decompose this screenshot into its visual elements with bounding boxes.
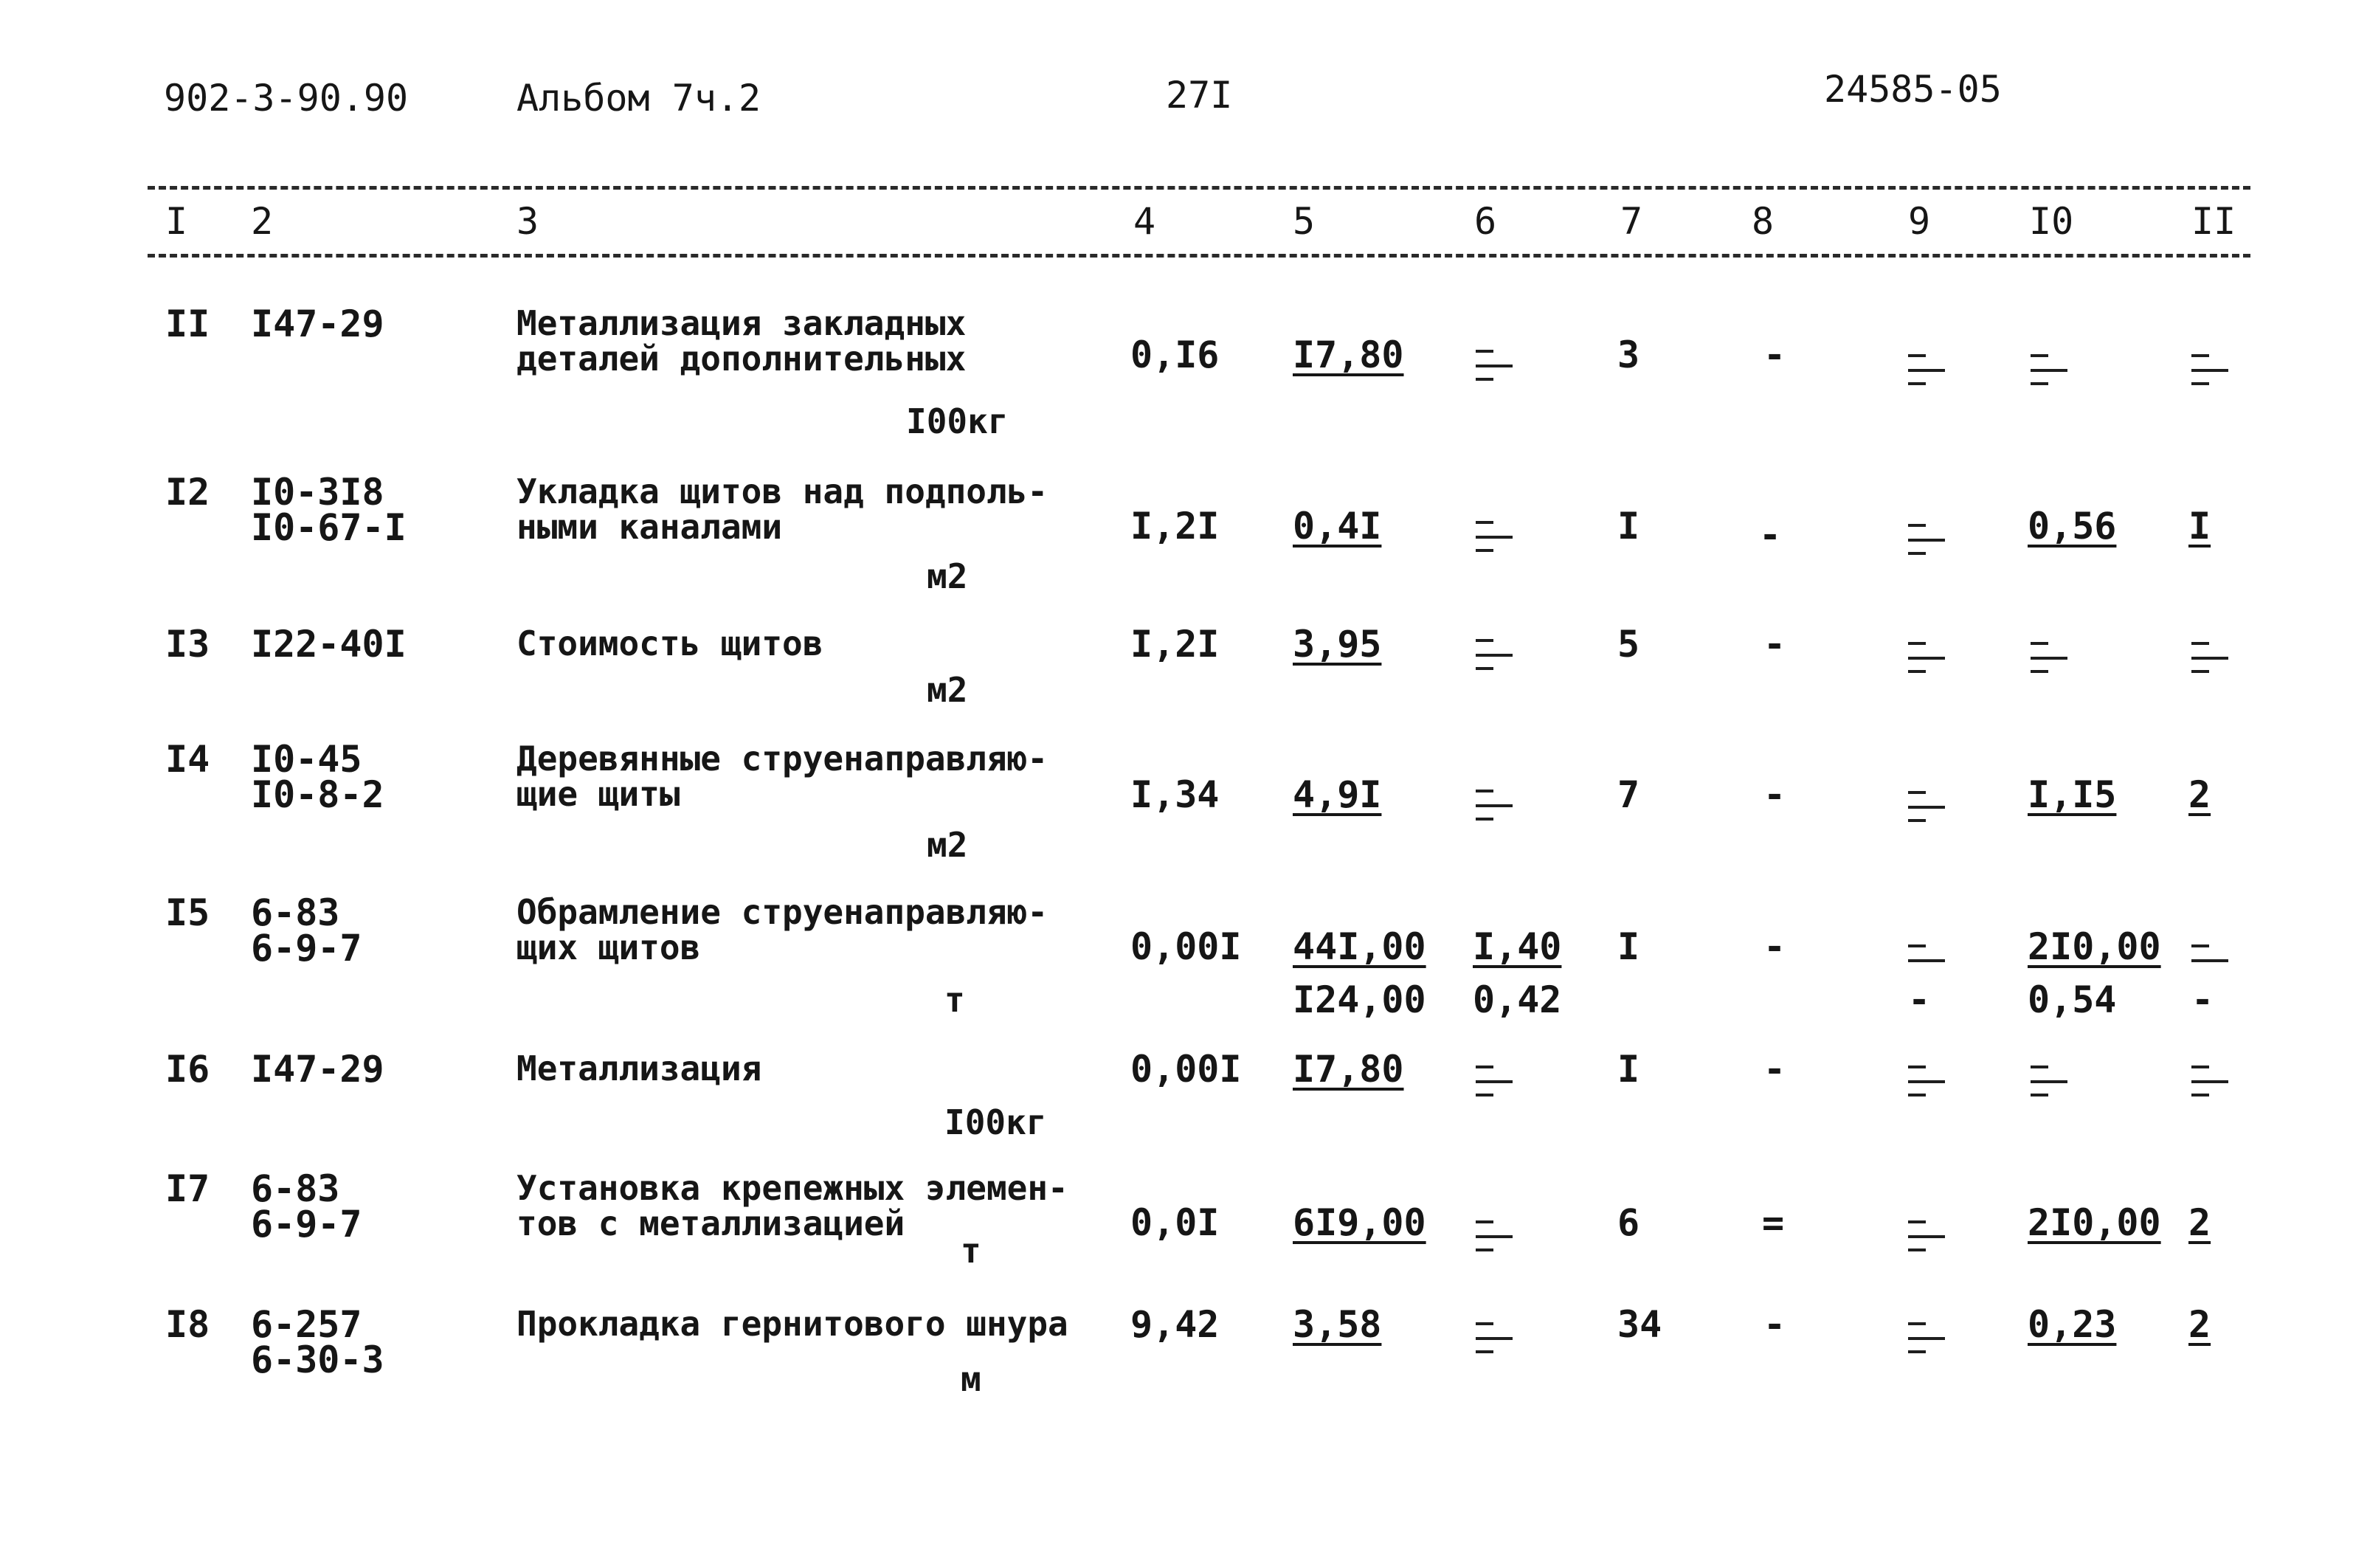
measure-unit: м bbox=[961, 1359, 981, 1399]
quantity: 0,00I bbox=[1130, 1048, 1242, 1091]
inventory-number: 24585-05 bbox=[1824, 68, 2002, 111]
row-number: I5 bbox=[165, 891, 210, 934]
col10-value: 0,23 bbox=[2028, 1303, 2117, 1346]
unit-cost-wages: I24,00 bbox=[1293, 978, 1426, 1021]
ditto-mark bbox=[2188, 1066, 2236, 1101]
column-header: 5 bbox=[1293, 200, 1316, 243]
rate-code: I0-67-I bbox=[251, 506, 407, 549]
col7-value: 3 bbox=[1617, 334, 1640, 376]
row-number: II bbox=[165, 303, 210, 345]
column-header: 7 bbox=[1620, 200, 1643, 243]
unit-cost: 3,58 bbox=[1293, 1303, 1382, 1346]
document-code: 902-3-90.90 bbox=[164, 77, 409, 120]
ditto-mark bbox=[2028, 354, 2075, 390]
work-description: Обрамление струенаправляю- щих щитов bbox=[516, 892, 1048, 967]
ditto-mark bbox=[1905, 1220, 1952, 1256]
rate-code: I47-29 bbox=[251, 303, 384, 345]
row-number: I8 bbox=[165, 1303, 210, 1346]
col7-value: 34 bbox=[1617, 1303, 1662, 1346]
col11-value: I bbox=[2188, 505, 2211, 548]
quantity: 0,0I bbox=[1130, 1201, 1220, 1244]
quantity: 0,00I bbox=[1130, 925, 1242, 968]
column-header: 3 bbox=[516, 200, 539, 243]
col11-value: 2 bbox=[2188, 1303, 2211, 1346]
column-header: 2 bbox=[251, 200, 274, 243]
work-description: Стоимость щитов bbox=[516, 624, 823, 663]
ditto-mark bbox=[2188, 944, 2236, 980]
row-number: I2 bbox=[165, 471, 210, 514]
row-number: I3 bbox=[165, 623, 210, 666]
ditto-mark bbox=[1473, 350, 1520, 385]
column-header: 8 bbox=[1752, 200, 1775, 243]
col10-value: I,I5 bbox=[2028, 773, 2117, 816]
column-header: 4 bbox=[1133, 200, 1156, 243]
measure-unit: м2 bbox=[927, 825, 968, 865]
header-bottom-rule bbox=[148, 254, 2250, 258]
measure-unit: I00кг bbox=[906, 401, 1009, 441]
rate-code: I0-3I8 bbox=[251, 471, 384, 514]
col11-value: 2 bbox=[2188, 1201, 2211, 1244]
col7-value: 7 bbox=[1617, 773, 1640, 816]
unit-cost: 3,95 bbox=[1293, 623, 1382, 666]
ditto-mark bbox=[1905, 791, 1952, 826]
ditto-mark bbox=[2028, 642, 2075, 677]
ditto-mark bbox=[1473, 1220, 1520, 1256]
ditto-mark bbox=[1905, 1322, 1952, 1358]
col7-value: 5 bbox=[1617, 623, 1640, 666]
ditto-mark bbox=[1905, 354, 1952, 390]
header-top-rule bbox=[148, 186, 2250, 190]
col11-value: 2 bbox=[2188, 773, 2211, 816]
column-header: I0 bbox=[2029, 200, 2074, 243]
work-description: Укладка щитов над подполь- ными каналами bbox=[516, 472, 1048, 547]
col10-value: 2I0,00 bbox=[2028, 925, 2161, 968]
col8-value: = bbox=[1762, 1201, 1785, 1244]
col8-value: - bbox=[1763, 1048, 1786, 1091]
quantity: I,2I bbox=[1130, 505, 1220, 548]
col8-value: - bbox=[1763, 623, 1786, 666]
col11-value-wages: - bbox=[2191, 978, 2214, 1021]
quantity: 9,42 bbox=[1130, 1303, 1220, 1346]
unit-cost: 6I9,00 bbox=[1293, 1201, 1426, 1244]
column-header: I bbox=[165, 200, 188, 243]
rate-code: 6-83 bbox=[251, 1167, 340, 1210]
ditto-mark bbox=[1905, 524, 1952, 559]
work-description: Металлизация закладных деталей дополнительных bbox=[516, 303, 967, 379]
measure-unit: т bbox=[961, 1231, 981, 1271]
rate-code: I47-29 bbox=[251, 1048, 384, 1091]
col6-value-wages: 0,42 bbox=[1473, 978, 1562, 1021]
row-number: I7 bbox=[165, 1167, 210, 1210]
column-header: II bbox=[2191, 200, 2236, 243]
quantity: I,34 bbox=[1130, 773, 1220, 816]
rate-code: I0-8-2 bbox=[251, 773, 384, 816]
album-label: Альбом 7ч.2 bbox=[516, 77, 761, 120]
quantity: I,2I bbox=[1130, 623, 1220, 666]
column-header: 6 bbox=[1474, 200, 1497, 243]
unit-cost: 0,4I bbox=[1293, 505, 1382, 548]
ditto-mark bbox=[1473, 639, 1520, 674]
ditto-mark bbox=[2028, 1066, 2075, 1101]
rate-code: 6-9-7 bbox=[251, 927, 362, 970]
col10-value: 0,56 bbox=[2028, 505, 2117, 548]
measure-unit: м2 bbox=[927, 556, 968, 596]
rate-code: 6-9-7 bbox=[251, 1203, 362, 1246]
ditto-mark bbox=[1473, 521, 1520, 556]
col8-value: - bbox=[1759, 514, 1782, 556]
measure-unit: м2 bbox=[927, 670, 968, 710]
ditto-mark bbox=[1473, 1322, 1520, 1358]
col10-value-wages: 0,54 bbox=[2028, 978, 2117, 1021]
ditto-mark bbox=[1473, 1066, 1520, 1101]
ditto-mark bbox=[1473, 790, 1520, 825]
ditto-mark bbox=[1905, 642, 1952, 677]
column-header: 9 bbox=[1908, 200, 1931, 243]
rate-code: I0-45 bbox=[251, 738, 362, 781]
ditto-mark bbox=[2188, 354, 2236, 390]
col7-value: I bbox=[1617, 1048, 1640, 1091]
work-description: Прокладка гернитового шнура bbox=[516, 1304, 1068, 1344]
work-description: Установка крепежных элемен- тов с металлизацией bbox=[516, 1168, 1068, 1243]
col10-value: 2I0,00 bbox=[2028, 1201, 2161, 1244]
unit-cost: I7,80 bbox=[1293, 1048, 1404, 1091]
row-number: I4 bbox=[165, 738, 210, 781]
col7-value: 6 bbox=[1617, 1201, 1640, 1244]
rate-code: 6-83 bbox=[251, 891, 340, 934]
col8-value: - bbox=[1763, 334, 1786, 376]
col8-value: - bbox=[1763, 925, 1786, 968]
unit-cost: I7,80 bbox=[1293, 334, 1404, 376]
rate-code: 6-257 bbox=[251, 1303, 362, 1346]
ditto-mark bbox=[2188, 642, 2236, 677]
work-description: Деревянные струенаправляю- щие щиты bbox=[516, 739, 1048, 814]
row-number: I6 bbox=[165, 1048, 210, 1091]
col8-value: - bbox=[1763, 773, 1786, 816]
ditto-mark bbox=[1905, 1066, 1952, 1101]
measure-unit: I00кг bbox=[944, 1102, 1047, 1142]
col9-value-wages: - bbox=[1908, 978, 1931, 1021]
ditto-mark bbox=[1905, 944, 1952, 980]
col7-value: I bbox=[1617, 505, 1640, 548]
measure-unit: т bbox=[944, 980, 965, 1020]
page-number: 27I bbox=[1166, 74, 1233, 117]
col6-value: I,40 bbox=[1473, 925, 1562, 968]
col8-value: - bbox=[1763, 1303, 1786, 1346]
work-description: Металлизация bbox=[516, 1049, 762, 1088]
unit-cost: 4,9I bbox=[1293, 773, 1382, 816]
rate-code: 6-30-3 bbox=[251, 1339, 384, 1381]
rate-code: I22-40I bbox=[251, 623, 407, 666]
quantity: 0,I6 bbox=[1130, 334, 1220, 376]
col7-value: I bbox=[1617, 925, 1640, 968]
unit-cost: 44I,00 bbox=[1293, 925, 1426, 968]
